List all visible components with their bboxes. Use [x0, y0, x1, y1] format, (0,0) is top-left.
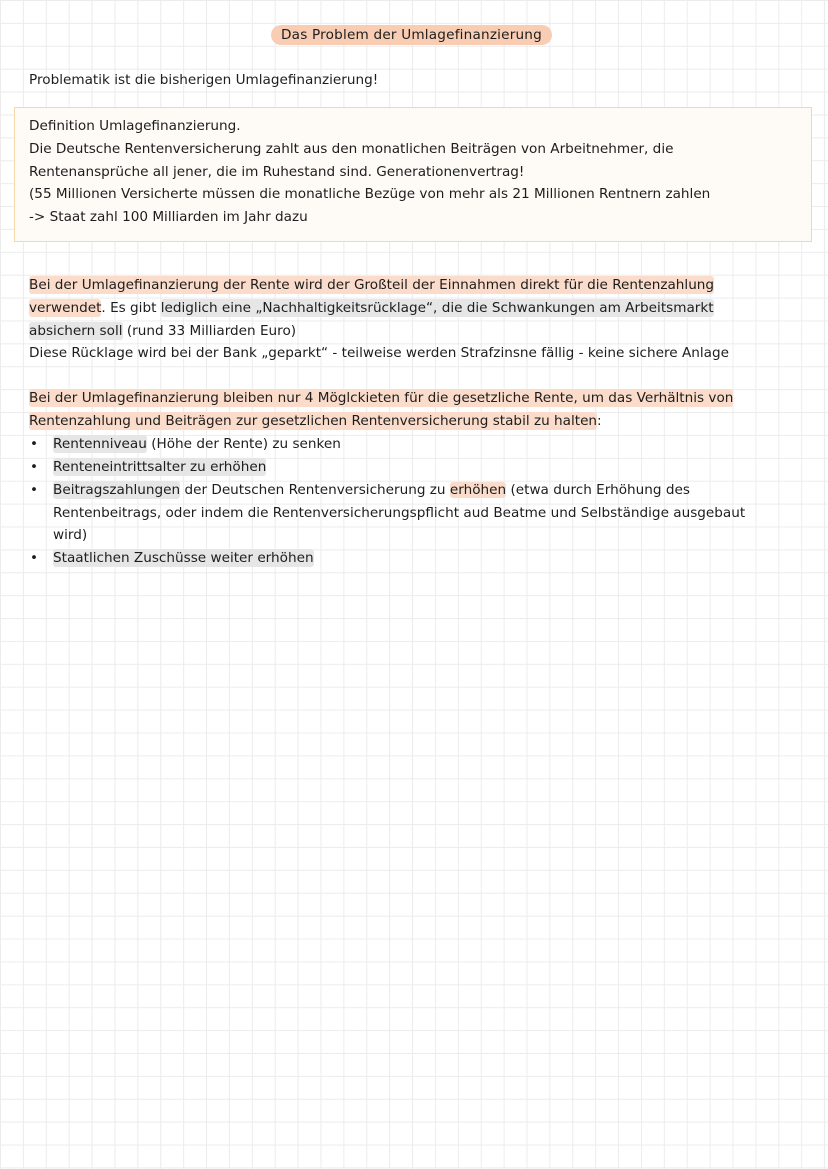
highlighted-text: absichern soll	[29, 323, 123, 339]
highlighted-text: Renteneintrittsalter zu erhöhen	[53, 459, 267, 475]
paragraph-line	[29, 275, 714, 295]
plain-text: (rund 33 Milliarden Euro)	[122, 323, 297, 339]
highlighted-text: Rentenzahlung und Beiträgen zur gesetzlichen Rentenversicherung stabil zu halten	[29, 413, 598, 429]
definition-line: (55 Millionen Versicherte müssen die monatliche Bezüge von mehr als 21 Millionen Rentnern zahlen	[29, 186, 711, 202]
paragraph-line: Diese Rücklage wird bei der Bank „geparkt“ - teilweise werden Strafzinsne fällig - keine sichere Anlage	[29, 345, 729, 361]
plain-text: :	[597, 413, 602, 429]
bullet-icon: •	[30, 482, 39, 498]
definition-line: Rentenansprüche all jener, die im Ruhestand sind. Generationenvertrag!	[29, 164, 525, 180]
definition-heading: Definition Umlagefinanzierung.	[29, 118, 241, 134]
list-item-continuation: Rentenbeitrags, oder indem die Rentenversicherungspflicht aud Beatme und Selbständige ausgebaut	[53, 505, 746, 521]
highlighted-text: Bei der Umlagefinanzierung der Rente wird der Großteil der Einnahmen direkt für die Rentenzahlung	[29, 277, 715, 293]
definition-line: -> Staat zahl 100 Milliarden im Jahr dazu	[29, 209, 308, 225]
list-item	[53, 434, 341, 454]
highlighted-text: Beitragszahlungen	[53, 482, 181, 498]
plain-text: (Höhe der Rente) zu senken	[146, 436, 341, 452]
highlighted-text: Bei der Umlagefinanzierung bleiben nur 4 Möglckieten für die gesetzliche Rente, um das Verhältnis von	[29, 390, 734, 406]
list-item-continuation: wird)	[53, 527, 88, 543]
definition-line: Die Deutsche Rentenversicherung zahlt aus den monatlichen Beiträgen von Arbeitnehmer, die	[29, 141, 674, 157]
intro-text: Problematik ist die bisherigen Umlagefinanzierung!	[29, 72, 379, 88]
bullet-icon: •	[30, 550, 39, 566]
paragraph-line	[29, 321, 296, 341]
list-item	[53, 457, 266, 477]
plain-text: der Deutschen Rentenversicherung zu	[180, 482, 450, 498]
plain-text: . Es gibt	[101, 300, 161, 316]
highlighted-text: verwendet	[29, 300, 102, 316]
paragraph-line	[29, 411, 602, 431]
bullet-icon: •	[30, 436, 39, 452]
highlighted-text: erhöhen	[449, 482, 507, 498]
highlighted-text: Rentenniveau	[53, 436, 147, 452]
plain-text: (etwa durch Erhöhung des	[506, 482, 690, 498]
list-item	[53, 480, 690, 500]
paragraph-line	[29, 388, 733, 408]
page-title: Das Problem der Umlagefinanzierung	[271, 25, 552, 45]
bullet-icon: •	[30, 459, 39, 475]
highlighted-text: Staatlichen Zuschüsse weiter erhöhen	[53, 550, 314, 566]
paragraph-line	[29, 298, 714, 318]
definition-box	[14, 107, 812, 242]
highlighted-text: lediglich eine „Nachhaltigkeitsrücklage“, die die Schwankungen am Arbeitsmarkt	[160, 300, 714, 316]
list-item	[53, 548, 314, 568]
